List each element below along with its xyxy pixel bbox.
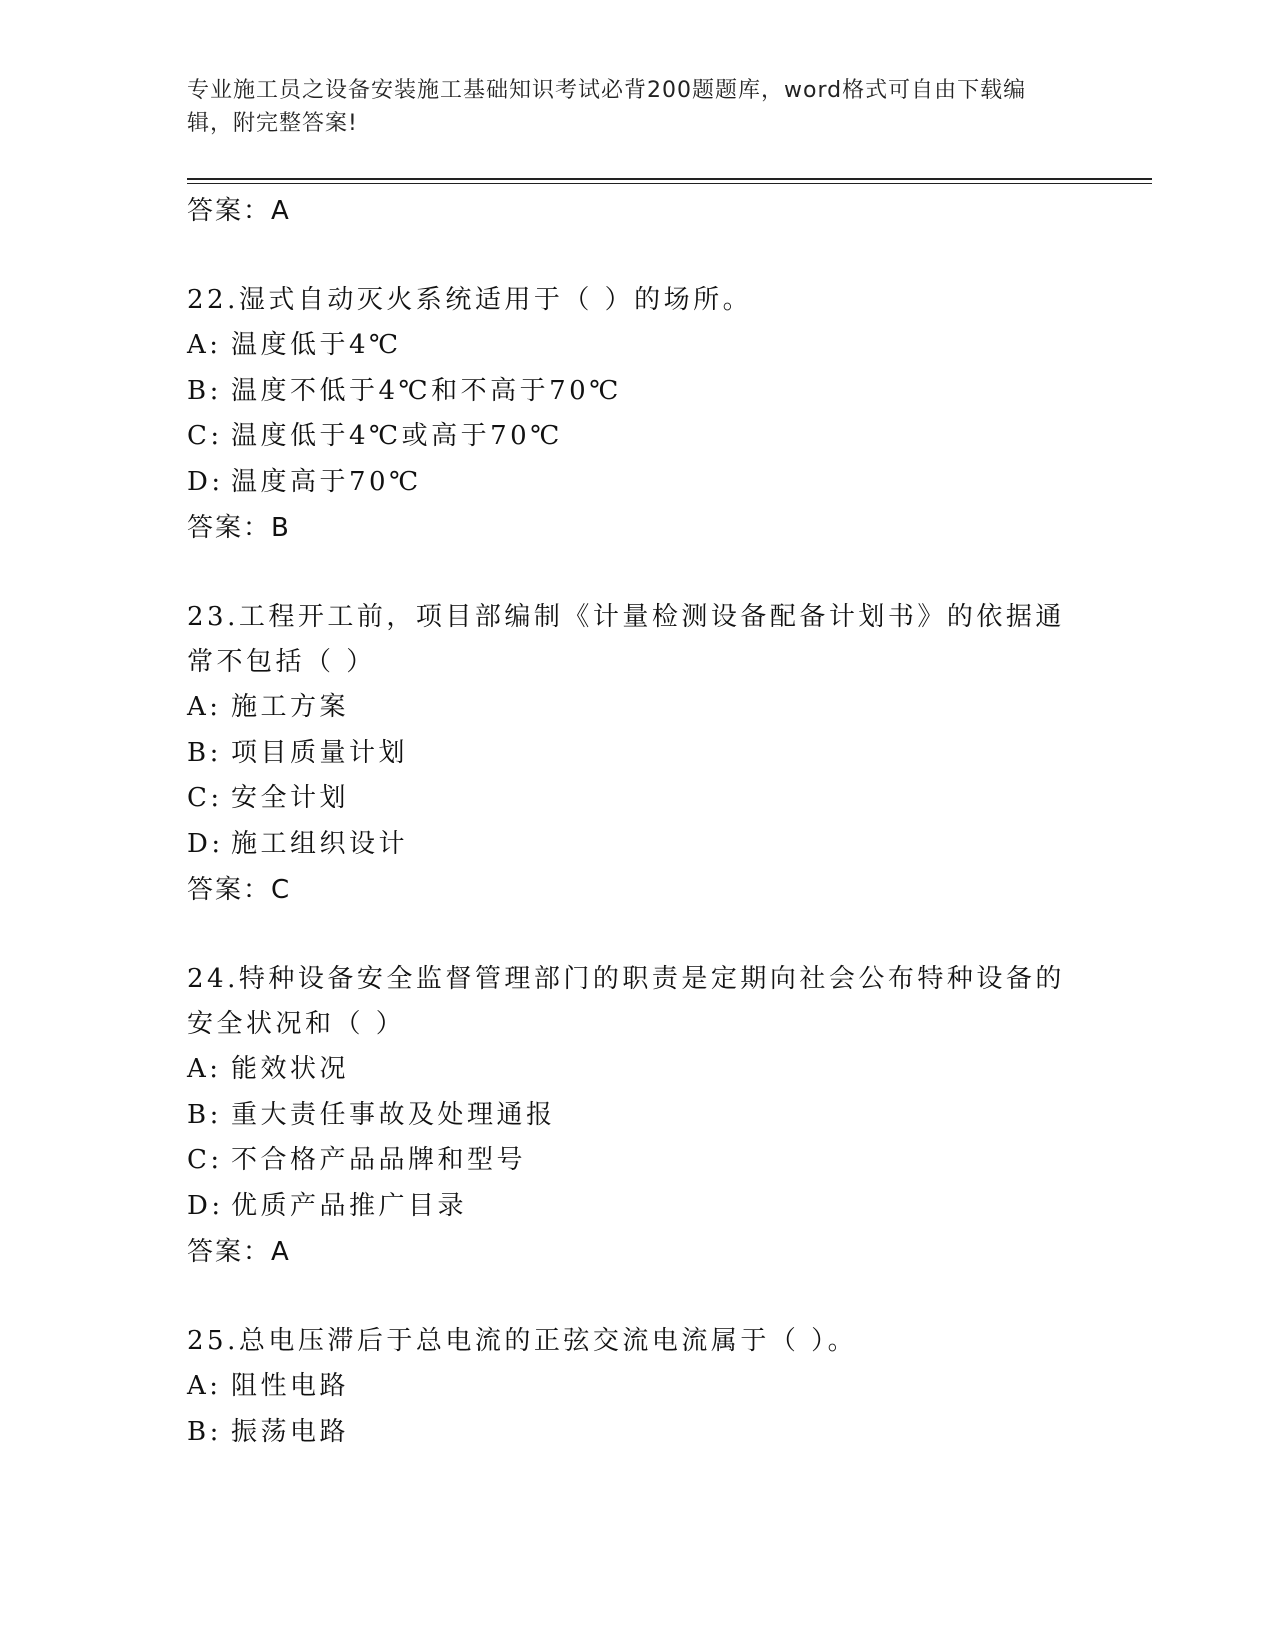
header-divider-thin (187, 183, 1152, 184)
option-label: D: (187, 466, 224, 497)
option-text: 重大责任事故及处理通报 (231, 1099, 556, 1130)
option-b (187, 1410, 1087, 1456)
option-label: B: (187, 737, 222, 768)
option-a (187, 685, 1087, 731)
option-text: 施工方案 (231, 692, 350, 722)
option-label: B: (187, 1416, 222, 1447)
option-b (187, 731, 1087, 777)
option-d (187, 822, 1087, 868)
option-b (187, 369, 1087, 415)
option-text: 优质产品推广目录 (231, 1190, 468, 1221)
spacer (187, 1275, 1087, 1319)
option-c (187, 414, 1087, 460)
answer-line: 答案：C (187, 875, 292, 905)
option-label: A: (187, 1054, 222, 1084)
option-text: 振荡电路 (231, 1416, 350, 1447)
option-label: B: (187, 1099, 222, 1130)
question-block (187, 278, 1087, 551)
option-text: 能效状况 (231, 1054, 350, 1084)
option-label: C: (187, 421, 223, 451)
question-text: 25.总电压滞后于总电流的正弦交流电流属于（ ）。 (187, 1326, 858, 1356)
option-label: A: (187, 1371, 222, 1401)
option-d (187, 460, 1087, 506)
option-text: 项目质量计划 (231, 737, 409, 768)
page-header: 专业施工员之设备安装施工基础知识考试必背200题题库，word格式可自由下载编辑，附完整答案! (187, 78, 1027, 136)
question-block (187, 595, 1087, 913)
option-c (187, 776, 1087, 822)
option-text: 温度高于70℃ (231, 466, 422, 497)
spacer (187, 234, 1087, 278)
option-label: C: (187, 783, 223, 813)
option-c (187, 1138, 1087, 1184)
option-label: A: (187, 330, 222, 360)
option-a (187, 1364, 1087, 1410)
question-text: 23.工程开工前，项目部编制《计量检测设备配备计划书》的依据通常不包括（ ） (187, 602, 1065, 677)
answer-line: 答案：A (187, 1237, 291, 1267)
option-label: D: (187, 828, 224, 859)
question-list (187, 188, 1087, 1455)
spacer (187, 913, 1087, 957)
option-text: 不合格产品品牌和型号 (231, 1145, 527, 1175)
option-text: 阻性电路 (231, 1371, 350, 1401)
question-block (187, 957, 1087, 1275)
option-text: 温度低于4℃或高于70℃ (231, 421, 563, 451)
option-label: B: (187, 375, 222, 406)
option-text: 温度不低于4℃和不高于70℃ (231, 375, 622, 406)
option-b (187, 1093, 1087, 1139)
question-text: 24.特种设备安全监督管理部门的职责是定期向社会公布特种设备的安全状况和（ ） (187, 964, 1065, 1039)
option-d (187, 1184, 1087, 1230)
option-text: 温度低于4℃ (231, 330, 402, 360)
header-divider-thick (187, 178, 1152, 180)
option-a (187, 1047, 1087, 1093)
option-label: C: (187, 1145, 223, 1175)
option-text: 安全计划 (231, 783, 350, 813)
option-a (187, 323, 1087, 369)
option-text: 施工组织设计 (231, 828, 409, 859)
question-block (187, 1319, 1087, 1455)
option-label: D: (187, 1190, 224, 1221)
question-text: 22.湿式自动灭火系统适用于（ ）的场所。 (187, 285, 753, 315)
option-label: A: (187, 692, 222, 722)
answer-line: 答案：B (187, 513, 291, 543)
answer-line: 答案：A (187, 196, 291, 226)
spacer (187, 551, 1087, 595)
